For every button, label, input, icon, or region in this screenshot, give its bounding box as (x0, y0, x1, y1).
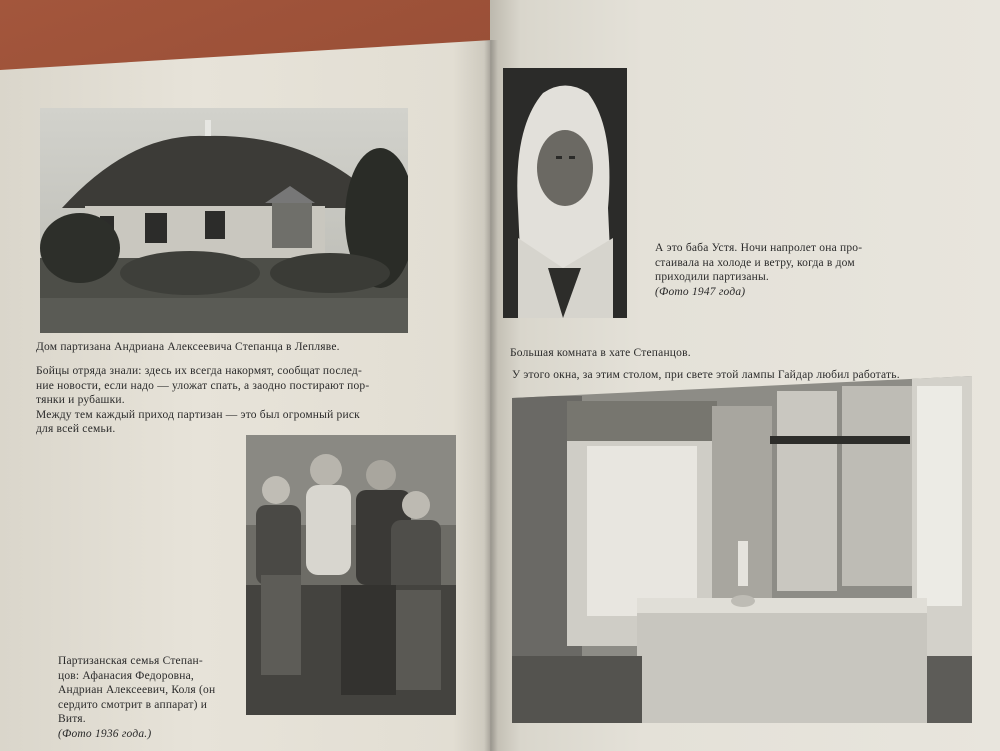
soldiers-caption-line: Бойцы отряда знали: здесь их всегда накормят, сообщат послед- (36, 365, 362, 377)
room-interior-photo (512, 376, 972, 723)
family-caption-line: Партизанская семья Степан- (58, 655, 203, 667)
soldiers-caption-line: тянки и рубашки. (36, 394, 125, 406)
baba-photo-date: (Фото 1947 года) (655, 285, 746, 298)
baba-caption (655, 241, 862, 299)
house-photo (40, 108, 408, 333)
room-text-caption: У этого окна, за этим столом, при свете этой лампы Гайдар любил работать. (512, 369, 900, 381)
soldiers-caption-line: для всей семьи. (36, 423, 116, 435)
house-caption: Дом партизана Андриана Алексеевича Степанца в Лепляве. (36, 341, 340, 353)
woman-portrait-photo (503, 68, 627, 318)
family-caption-line: цов: Афанасия Федоровна, (58, 669, 195, 682)
family-caption (58, 654, 215, 741)
baba-caption-line: стаивала на холоде и ветру, когда в дом (655, 256, 855, 269)
soldiers-caption-line: Между тем каждый приход партизан — это был огромный риск (36, 408, 360, 421)
baba-caption-line: приходили партизаны. (655, 271, 770, 283)
soldiers-caption-line: ние новости, если надо — уложат спать, а заодно постирают пор- (36, 379, 370, 392)
family-photo (246, 435, 456, 715)
family-photo-date: (Фото 1936 года.) (58, 727, 152, 740)
family-caption-line: Витя. (58, 713, 86, 725)
family-caption-line: Андриан Алексеевич, Коля (он (58, 684, 216, 696)
family-caption-line: сердито смотрит в аппарат) и (58, 698, 208, 711)
book-gutter (484, 40, 498, 751)
baba-caption-line: А это баба Устя. Ночи напролет она про- (655, 242, 863, 254)
soldiers-caption (36, 364, 369, 437)
room-title-caption: Большая комната в хате Степанцов. (510, 347, 691, 359)
